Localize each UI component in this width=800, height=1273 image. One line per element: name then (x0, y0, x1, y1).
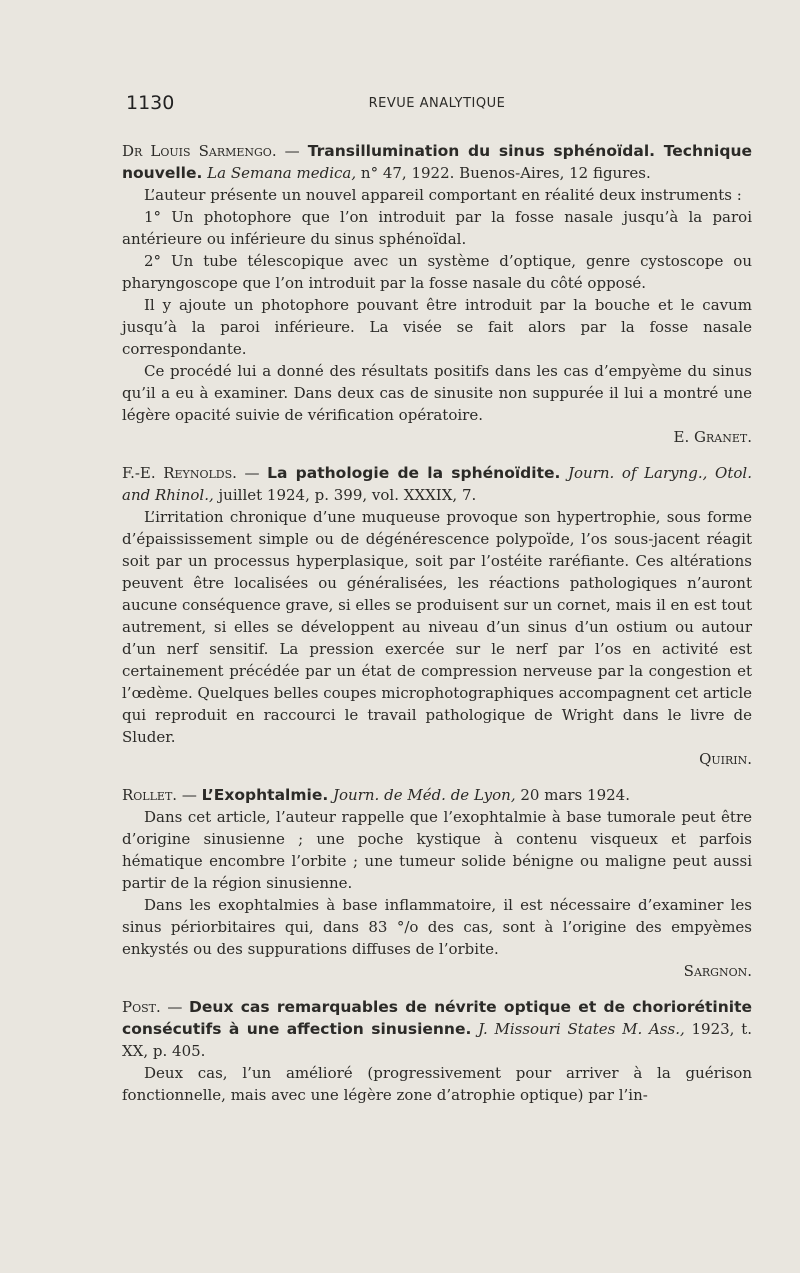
entry-details: juillet 1924, p. 399, vol. XXXIX, 7. (213, 486, 477, 504)
review-entry (122, 784, 752, 982)
entry-paragraph: L’auteur présente un nouvel appareil comportant en réalité deux instruments : (144, 186, 742, 204)
entry-dash: — (236, 464, 268, 482)
running-title: REVUE ANALYTIQUE (368, 96, 506, 111)
entry-author: F.-E. Reynolds. (122, 464, 237, 482)
entry-citation (122, 140, 752, 184)
entry-source: Journ. de Méd. de Lyon, (333, 786, 516, 804)
page-number: 1130 (126, 92, 175, 114)
entry-paragraph: Deux cas, l’un amélioré (progressivement pour arriver à la guérison fonctionnelle, mais avec une légère zone d’atrophie optique) par l’in- (122, 1064, 752, 1104)
review-entry (122, 462, 752, 770)
entry-title: L’Exophtalmie. (201, 786, 329, 804)
review-entry (122, 140, 752, 448)
entry-signature: Quirin. (699, 750, 752, 768)
entry-author: Post. (122, 998, 161, 1016)
article-text (122, 140, 752, 1120)
entry-author: Rollet. (122, 786, 178, 804)
entry-citation (122, 784, 752, 806)
review-entry (122, 996, 752, 1106)
entry-dash: — (160, 998, 190, 1016)
entry-paragraph: Il y ajoute un photophore pouvant être introduit par la bouche et le cavum jusqu’à la paroi inférieure. La visée se fait alors par la fosse nasale correspondante. (122, 296, 752, 358)
entry-paragraph: L’irritation chronique d’une muqueuse provoque son hypertrophie, sous forme d’épaississement simple ou de dégénérescence polypoïde, l’os sous-jacent réagit soit par un processus hyperplasique, soit par l’ostéite raréfiante. Ces altérations peuvent être localisées ou généralisées, les réactions pathologiques n’auront aucune conséquence grave, si elles se produisent sur un cornet, mais il en est tout autrement, si elles se développent au niveau d’un sinus d’un ostium ou autour d’un nerf sensitif. La pression exercée sur le nerf par l’os en activité est certainement précédée par un état de compression nerveuse par la congestion et l’œdème. Quelques belles coupes microphotographiques accompagnent cet article qui reproduit en raccourci le travail pathologique de Wright dans le livre de Sluder. (122, 508, 752, 746)
entry-details: 1923, t. XX, p. 405. (122, 1020, 752, 1060)
entry-title: Deux cas remarquables de névrite optique et de choriorétinite consécutifs à une affection sinusienne. (122, 998, 752, 1038)
entry-paragraph: 1° Un photophore que l’on introduit par la fosse nasale jusqu’à la paroi antérieure ou inférieure du sinus sphénoïdal. (122, 208, 752, 248)
entry-title: La pathologie de la sphénoïdite. (267, 464, 561, 482)
entry-citation (122, 462, 752, 506)
entry-dash: — (177, 786, 202, 804)
entry-details: 20 mars 1924. (515, 786, 630, 804)
entry-dash: — (276, 142, 308, 160)
entry-details: n° 47, 1922. Buenos-Aires, 12 figures. (356, 164, 651, 182)
entry-signature: Sargnon. (683, 962, 752, 980)
entry-source: La Semana medica, (207, 164, 357, 182)
entry-citation (122, 996, 752, 1062)
entry-paragraph: Dans les exophtalmies à base inflammatoire, il est nécessaire d’examiner les sinus périorbitaires qui, dans 83 °/o des cas, sont à l’origine des empyèmes enkystés ou des suppurations diffuses de l’orbite. (122, 896, 752, 958)
entry-signature: E. Granet. (673, 428, 752, 446)
entry-paragraph: 2° Un tube télescopique avec un système d’optique, genre cystoscope ou pharyngoscope que l’on introduit par la fosse nasale du côté opposé. (122, 252, 752, 292)
entry-title: Transillumination du sinus sphénoïdal. Technique nouvelle. (122, 142, 752, 182)
entry-paragraph: Dans cet article, l’auteur rappelle que l’exophtalmie à base tumorale peut être d’origine sinusienne ; une poche kystique à contenu visqueux et parfois hématique encombre l’orbite ; une tumeur solide bénigne ou maligne peut aussi partir de la région sinusienne. (122, 808, 752, 892)
entry-source: J. Missouri States M. Ass., (471, 1020, 685, 1038)
entry-paragraph: Ce procédé lui a donné des résultats positifs dans les cas d’empyème du sinus qu’il a eu à examiner. Dans deux cas de sinusite non suppurée il lui a montré une légère opacité suivie de vérification opératoire. (122, 362, 752, 424)
page-header (122, 92, 752, 122)
entry-source: Journ. of Laryng., Otol. and Rhinol., (122, 464, 752, 504)
entry-author: Dr Louis Sarmengo. (122, 142, 277, 160)
